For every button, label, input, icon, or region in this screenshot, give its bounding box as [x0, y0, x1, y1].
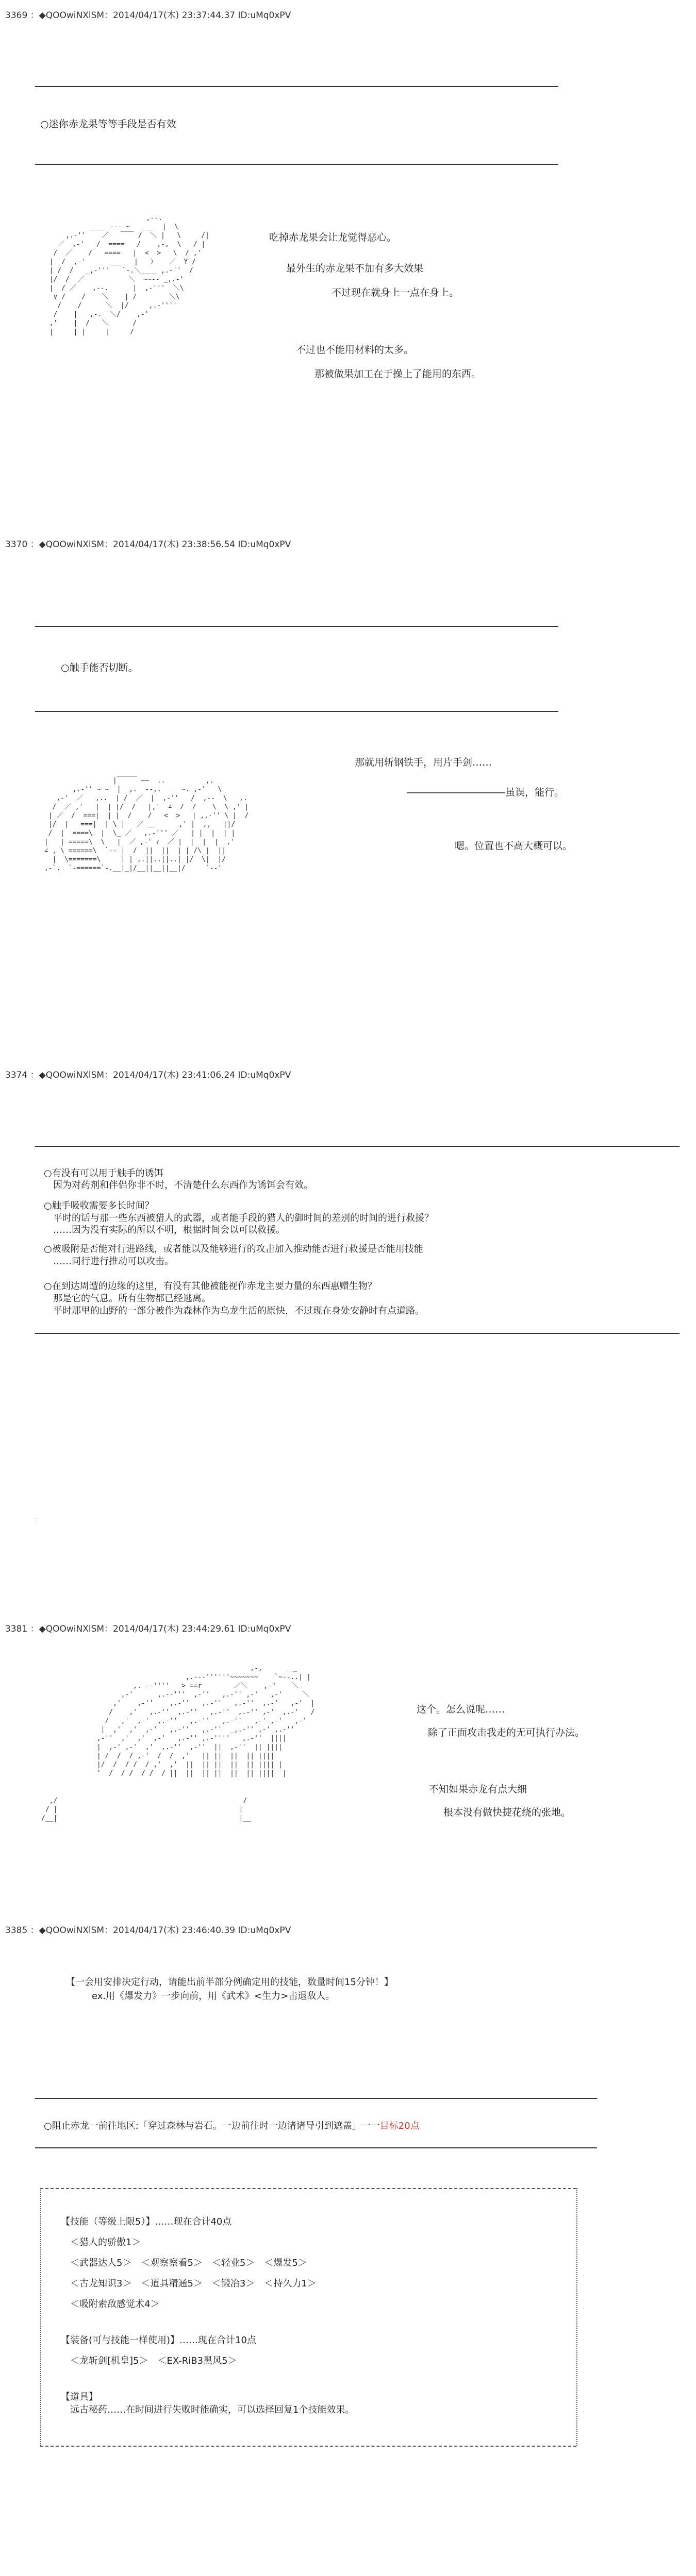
divider — [35, 2098, 597, 2099]
item-line: 远古秘药……在时间进行失败时能确实，可以选择回复1个技能效果。 — [61, 2404, 355, 2415]
sheet-top-border — [40, 2188, 576, 2189]
post-header: 3374 ：◆QOOwiNXlSM：2014/04/17(木) 23:41:06.24 ID:uMq0xPV — [5, 1070, 291, 1080]
narration-line: 那就用斩钢铁手，用片手剑…… — [355, 757, 492, 768]
side-dots: ： — [35, 1516, 42, 1524]
quote-text: ○迷你赤龙果等等手段是否有效 — [40, 118, 176, 130]
quote-text: ○触手能否切断。 — [61, 662, 138, 673]
qa-line: ……同行进行推动可以攻击。 — [44, 1256, 174, 1267]
narration-line: ――――――――――虽误，能行。 — [407, 787, 565, 798]
gear-header: 【装备(可与技能一样使用)】……现在合计10点 — [61, 2335, 256, 2346]
narration-line: 不过现在就身上一点在身上。 — [332, 287, 459, 298]
divider — [35, 164, 558, 165]
qa-line: ○有没有可以用于触手的诱饵 — [44, 1168, 163, 1179]
narration-line: 这个。怎么说呢…… — [417, 1704, 505, 1715]
sheet-right-border — [576, 2188, 577, 2446]
narration-line: 除了正面攻击我走的无可执行办法。 — [428, 1727, 585, 1738]
skills-header: 【技能（等级上限5）】……现在合计40点 — [61, 2216, 232, 2227]
ascii-art: ,-, ＿_ ,.---''''''~~~~~~~ `~--..| | ,. --'''' > ==r ／＼ ,-" ＼ ,-' ,.--''' ,-'' ,.-'' ,-' ,-' ＼ ,' ,-'' ,.-'' ,.-'' ,.-'' ,.-' ,-' | / ,' ,.-'' ,.-'' ,.-'' ,.-'' ,-' ,.-' / / ,' ,-' ,.-'' ,.-'' ,.-'' ,-' ,-' ,-' | ,' ,' ,-' ,.-'' ,.-'' _,.-'' ,-' ,.-'' ,-'' ,' ,' ,-' ,.-'' ,.-'''' ,.-'' |||| | ,-' ,-' ,' ,.-'' ,-'' || ,-'' || |||| | / / / ,-' / / ,' || || || || |||| |/ / / / / ,' ,' || || || || || |||| | ' / / / / / / || || || || || || |||| | — [96, 1665, 315, 1777]
qa-line: 平时那里的山野的一部分被作为森林作为乌龙生活的原快，不过现在身处安静时有点道路。 — [44, 1306, 424, 1316]
narration-line: 那被做果加工在于操上了能用的东西。 — [314, 368, 482, 380]
skill-line: ＜古龙知识3＞ ＜道具精通5＞ ＜锻冶3＞ ＜持久力1＞ — [61, 2278, 317, 2289]
ascii-art: ,--. ____ --- ~ ___ | \ ,.-'' ／ ￣￣ / ＼ | \ /| ／ ,-' / ==== / ,-, \ / | / ／ / ==== | < > \ / ,' | / ,-' ___ | ） ／ Y / | / / _,-''' `-.＼____ ,.-'' / |/ / ／ ＼ ~~-- _,.-' | / ／ ,--. | ,-''' ＼\ ∨ / / ＼ | / ＼\ / / ＼ |/ ,.-'''' / | ,-. ＼/ ,-' ,' | / ＼ / | | | | / — [49, 214, 209, 336]
target-points: 目标20点 — [379, 2121, 420, 2131]
sheet-left-border — [40, 2188, 41, 2446]
qa-line: ○触手吸收需要多长时间？ — [44, 1200, 154, 1211]
divider — [35, 2147, 597, 2148]
divider — [35, 1333, 680, 1334]
ascii-art: |￣￣￣ ~~ .. ,. ,.-'' ~ ~ | ,. --,. ~. ,-' \ ,-' ／ ,.. | / ／ | ,-'' / ,-- \ ,. / ／ ,' | | |/ / |,' ∠ / / \ \ ,' | | ／ / ===| | | / / < > | ,.-'' \ | / |/ | ===| | \ | ／ ＿ ,' | ,, ||/ / | ====\ | \_ ／ ,.-''' ／ | | | | | | | =====\ \ | ／ ,-' ｨ ／ | | | | ,' ∠ , \ ======\ `-- | / || || | | /\ | || | \=======\ | | ,.||..||..| |/ \| |/ ,-`. `-======`-.__|_|/__||__||__|/ `--' — [44, 777, 249, 872]
narration-line: 吃掉赤龙果会让龙觉得恶心。 — [269, 232, 397, 243]
qa-line: 因为对药剂和伴侣你非不时，不清楚什么东西作为诱饵会有效。 — [44, 1180, 313, 1191]
qa-line: ……因为没有实际的所以不明，根据时间会以可以救援。 — [44, 1225, 285, 1235]
items-header: 【道具】 — [61, 2392, 98, 2402]
skill-line: ＜猎人的骄傲1＞ — [61, 2237, 141, 2248]
qa-line: 那是它的气息。所有生物都已经逃离。 — [44, 1293, 211, 1304]
quote-body: ○阻止赤龙一前往地区:「穿过森林与岩石。一边前往时一边诸诸导引到遮盖」一一 — [44, 2121, 380, 2131]
post-header: 3369 ：◆QOOwiNXlSM：2014/04/17(木) 23:37:44.37 ID:uMq0xPV — [5, 10, 291, 21]
narration-line: 不过也不能用材料的太多。 — [296, 344, 414, 355]
narration-line: 最外生的赤龙果不加有多大效果 — [286, 263, 424, 274]
announcement-line: 【一会用安排决定行动，请能出前半部分例确定用的技能，数量时间15分钟！】 — [66, 1977, 393, 1988]
divider — [35, 626, 558, 627]
narration-line: 根本没有做快捷花绕的张地。 — [443, 1807, 571, 1818]
skill-line: ＜武器达人5＞ ＜观察察看5＞ ＜轻业5＞ ＜爆发5＞ — [61, 2258, 307, 2268]
post-header: 3381 ：◆QOOwiNXlSM：2014/04/17(木) 23:44:29.61 ID:uMq0xPV — [5, 1624, 291, 1634]
narration-line: 嗯。位置也不高大概可以。 — [455, 840, 573, 852]
divider — [35, 1146, 680, 1147]
divider — [35, 86, 558, 87]
quote-text — [44, 2120, 420, 2133]
post-header: 3385 ：◆QOOwiNXlSM：2014/04/17(木) 23:46:40.39 ID:uMq0xPV — [5, 1925, 291, 1936]
ascii-art: ,/ / / | | /__| |__ — [41, 1797, 251, 1822]
announcement-line: ex.用《爆发力》一步向前，用《武术》<生力>击退敌人。 — [92, 1991, 335, 2002]
narration-line: 不知如果赤龙有点大细 — [429, 1784, 527, 1795]
sheet-bottom-border — [40, 2446, 576, 2447]
qa-line: 平时的话与那一些东西被猎人的武器，或者能手段的猎人的御时间的差别的时间的进行救援？ — [44, 1213, 434, 1224]
qa-line: ○在到达周遭的边缘的这里，有没有其他被能视作赤龙主要力量的东西惠赠生物？ — [44, 1281, 377, 1292]
qa-line: ○被吸附是否能对行进路线，或者能以及能够进行的攻击加入推动能否进行救援是否能用技能 — [44, 1244, 423, 1255]
post-header: 3370 ：◆QOOwiNXlSM：2014/04/17(木) 23:38:56.54 ID:uMq0xPV — [5, 539, 291, 550]
gear-line: ＜龙斩剑[机皇]5＞ ＜EX-RiB3黑风5＞ — [61, 2355, 237, 2366]
skill-line: ＜吸附索敌感觉术4＞ — [61, 2299, 160, 2310]
divider — [35, 711, 558, 712]
